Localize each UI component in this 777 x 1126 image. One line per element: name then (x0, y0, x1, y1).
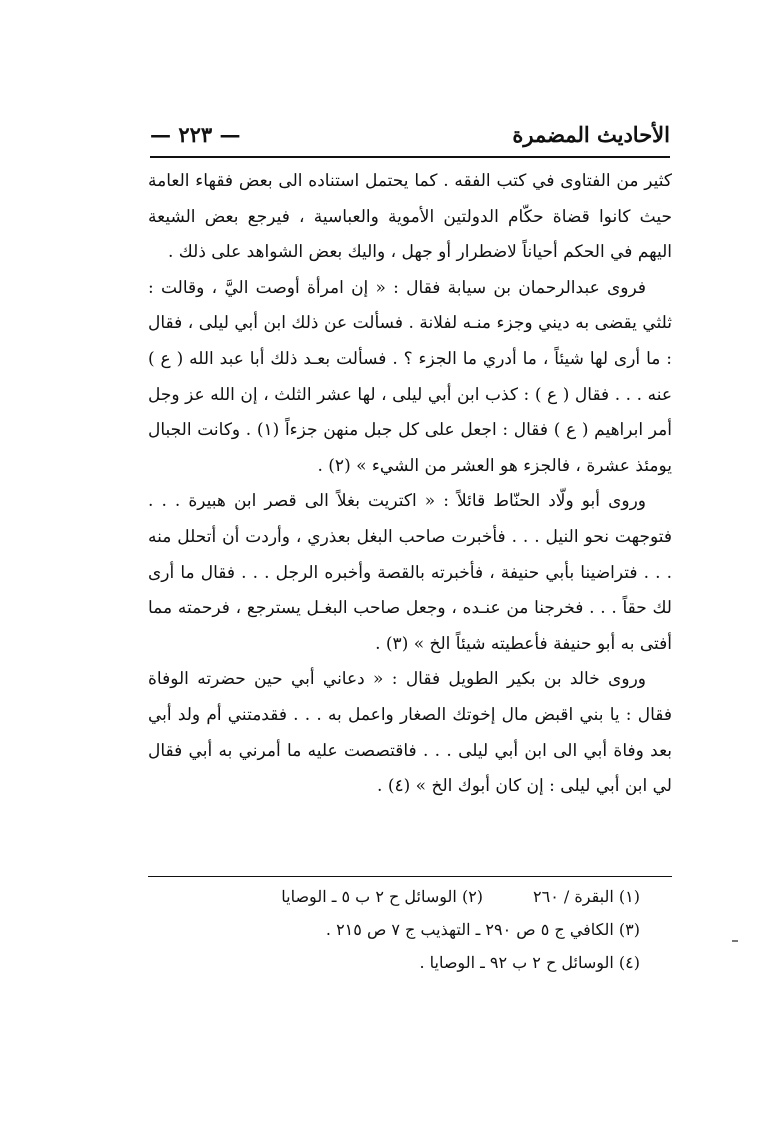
footnotes (200, 880, 640, 979)
footnote-row (200, 880, 640, 913)
footnote-1: (١) البقرة / ٢٦٠ (533, 887, 640, 906)
footnote-rule (148, 876, 672, 877)
running-header (150, 118, 670, 152)
scan-mark (732, 940, 738, 942)
page-number: — ٢٢٣ — (150, 122, 241, 147)
footnote-4: (٤) الوسائل ح ٢ ب ٩٢ ـ الوصايا . (419, 953, 640, 972)
paragraph-intro: كثير من الفتاوى في كتب الفقه . كما يحتمل استناده الى بعض فقهاء العامة حيث كانوا قضاة حكّام الدولتين الأموية والعباسية ، فيرجع بعض الشيعة اليهم في الحكم أحياناً لاضطرار أو جهل ، واليك بعض الشواهد على ذلك . (148, 171, 672, 263)
paragraph-khalid-bukayr: وروى خالد بن بكير الطويل فقال : « دعاني أبي حين حضرته الوفاة فقال : يا بني اقبض مال إخوتك الصغار واعمل به . . . فقدمتني أم ولد أبي بعد وفاة أبي الى ابن أبي ليلى . . . فاقتصصت عليه ما أمرني به أبي فقال لي ابن أبي ليلى : إن كان أبوك الخ » (٤) . (148, 669, 672, 797)
footnote-2: (٢) الوسائل ح ٢ ب ٥ ـ الوصايا (281, 887, 484, 906)
running-title: الأحاديث المضمرة (512, 122, 670, 147)
paragraph-abu-wallad: وروى أبو ولّاد الحنّاط قائلاً : « اكتريت بغلاً الى قصر ابن هبيرة . . . فتوجهت نحو النيل . . . فأخبرت صاحب البغل بعذري ، وأردت أن أتحلل منه . . . فتراضينا بأبي حنيفة ، فأخبرته بالقصة وأخبره الرجل . . . فقال ما أرى لك حقاً . . . فخرجنا من عنـده ، وجعل صاحب البغـل يسترجع ، فرحمته مما أفتى به أبو حنيفة فأعطيته شيئاً الخ » (٣) . (148, 491, 672, 654)
paragraph-ibn-sayaba: فروى عبدالرحمان بن سيابة فقال : « إن امرأة أوصت اليَّ ، وقالت : ثلثي يقضى به ديني وجزء منـه لفلانة . فسألت عن ذلك ابن أبي ليلى ، فقال : ما أرى لها شيئاً ، ما أدري ما الجزء ؟ . فسألت بعـد ذلك أبا عبد الله ( ع ) عنه . . . فقال ( ع ) : كذب ابن أبي ليلى ، لها عشر الثلث ، إن الله عز وجل أمر ابراهيم ( ع ) فقال : اجعل على كل جبل منهن جزءاً (١) . وكانت الجبال يومئذ عشرة ، فالجزء هو العشر من الشيء » (٢) . (148, 277, 672, 476)
header-rule (150, 156, 670, 158)
footnote-3: (٣) الكافي ج ٥ ص ٢٩٠ ـ التهذيب ج ٧ ص ٢١٥ . (325, 920, 640, 939)
body-text (148, 164, 672, 805)
